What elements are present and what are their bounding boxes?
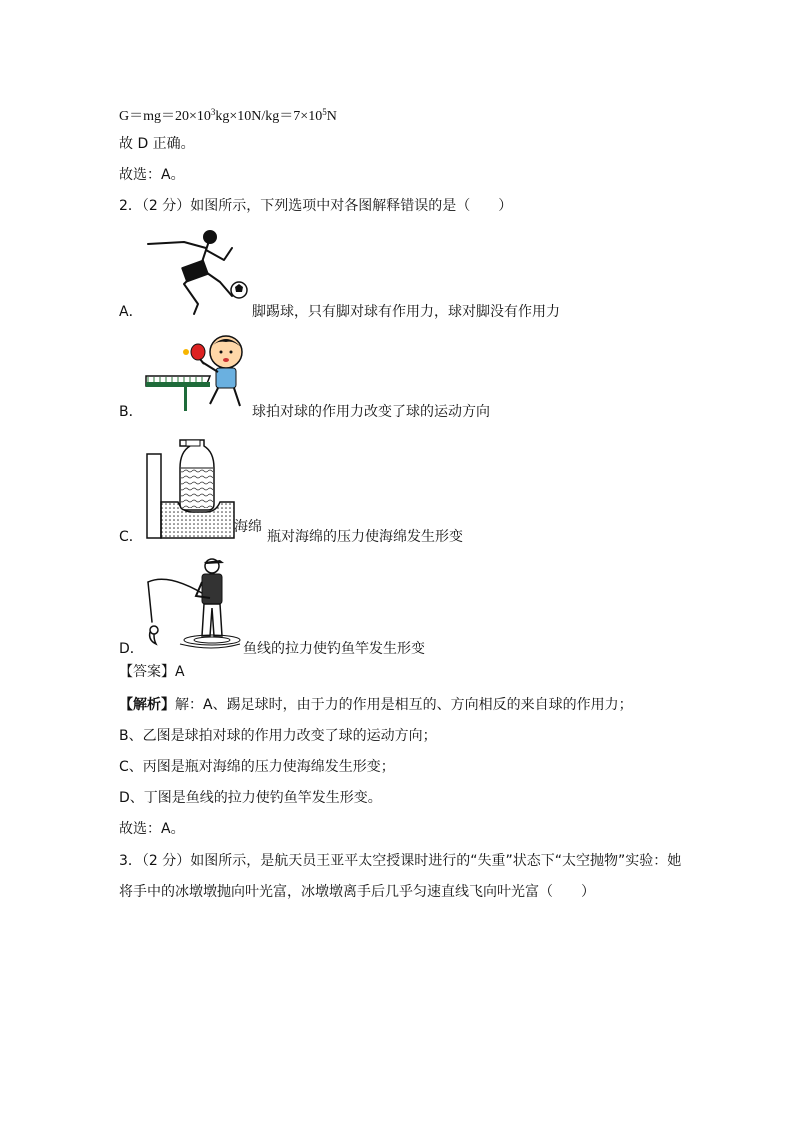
option-c-letter: C． (119, 529, 143, 545)
formula-exponent-2: 5 (322, 107, 327, 117)
option-a-text: 脚踢球，只有脚对球有作用力，球对脚没有作用力 (252, 304, 560, 320)
formula-prefix: G＝mg＝20×10 (119, 109, 211, 124)
option-b-letter: B． (119, 404, 143, 420)
option-b-text: 球拍对球的作用力改变了球的运动方向 (252, 404, 490, 420)
option-d-letter: D． (119, 641, 144, 657)
d-correct-line: 故 D 正确。 (119, 136, 195, 152)
option-c-text: 瓶对海绵的压力使海绵发生形变 (267, 529, 463, 545)
option-a-letter: A． (119, 304, 143, 320)
option-d-text: 鱼线的拉力使钓鱼竿发生形变 (243, 641, 425, 657)
fishing-figure-icon (140, 552, 244, 656)
q2-answer: 【答案】A (119, 664, 185, 680)
gravity-formula (119, 102, 337, 127)
q3-stem-line-2: 将手中的冰墩墩抛向叶光富，冰墩墩离手后几乎匀速直线飞向叶光富（ ） (119, 884, 595, 900)
table-tennis-figure-icon (144, 332, 252, 414)
soccer-kick-figure-icon (144, 226, 252, 318)
q2-analysis-line-1 (119, 695, 633, 715)
q2-analysis-line-2: B、乙图是球拍对球的作用力改变了球的运动方向； (119, 728, 437, 744)
choose-line-1: 故选：A。 (119, 167, 185, 183)
q2-analysis-line-3: C、丙图是瓶对海绵的压力使海绵发生形变； (119, 759, 395, 775)
sponge-label: 海绵 (234, 519, 262, 535)
analysis-text-1: 解：A、踢足球时，由于力的作用是相互的、方向相反的来自球的作用力； (175, 697, 633, 713)
q2-analysis-line-4: D、丁图是鱼线的拉力使钓鱼竿发生形变。 (119, 790, 382, 806)
formula-middle: kg×10N/kg＝7×10 (215, 109, 323, 124)
q2-choose: 故选：A。 (119, 821, 185, 837)
formula-suffix: N (326, 109, 337, 124)
formula-exponent-1: 3 (210, 107, 216, 117)
analysis-heading: 【解析】 (119, 697, 175, 713)
q2-stem: 2．（2 分）如图所示，下列选项中对各图解释错误的是（ ） (119, 198, 513, 214)
bottle-on-sponge-figure-icon (144, 438, 236, 540)
q3-stem-line-1: 3．（2 分）如图所示，是航天员王亚平太空授课时进行的“失重”状态下“太空抛物”实验：她 (119, 853, 682, 869)
